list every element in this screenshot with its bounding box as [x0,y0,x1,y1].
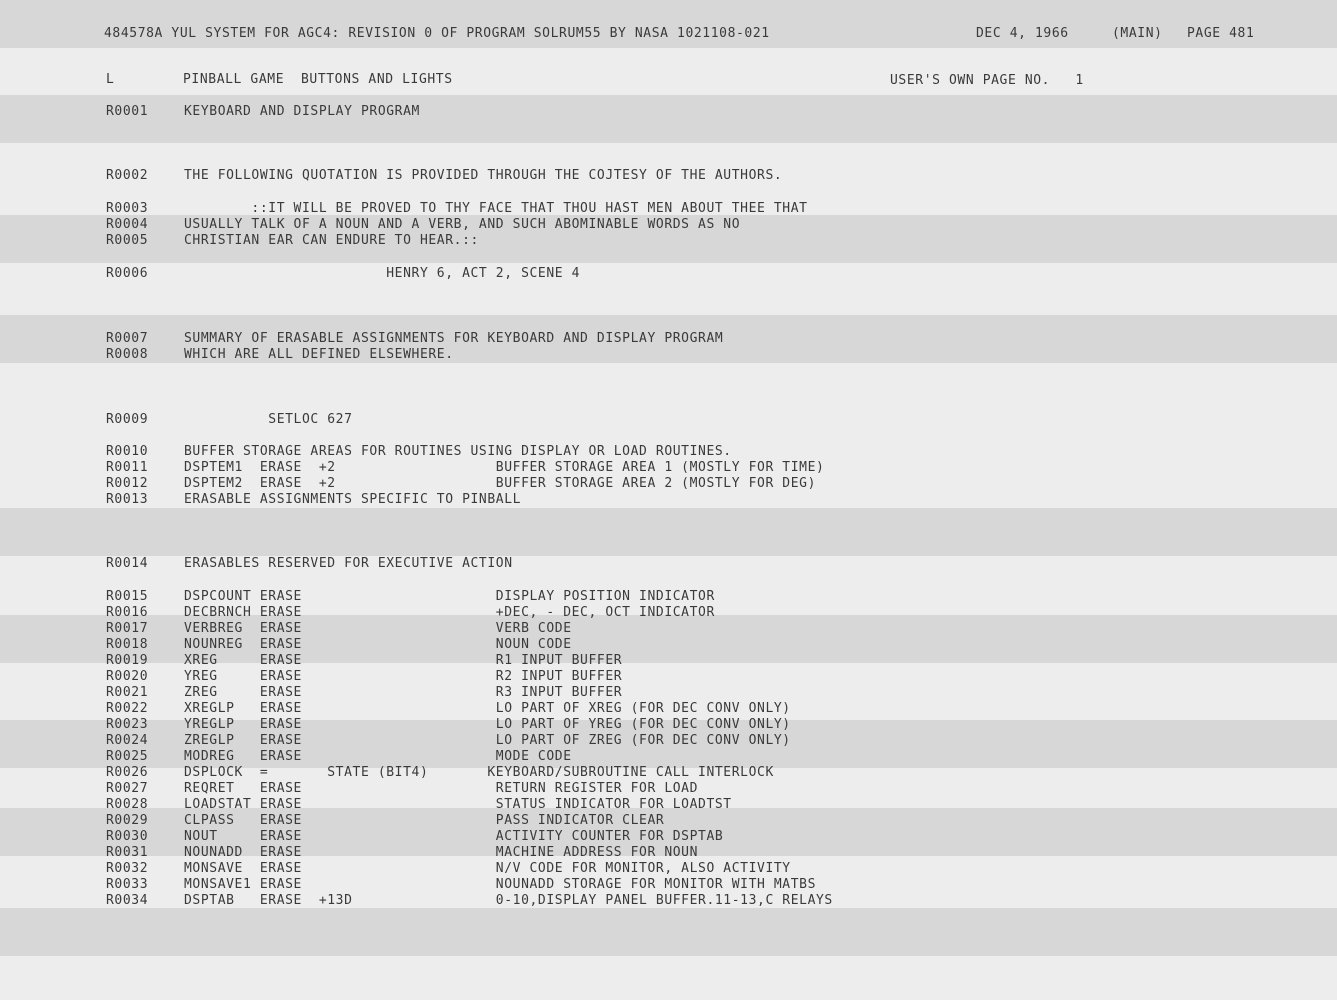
header-section: (MAIN) [1112,26,1163,41]
line-text: MODREG ERASE MODE CODE [184,749,572,764]
paper-band [0,908,1337,956]
line-text: DSPLOCK = STATE (BIT4) KEYBOARD/SUBROUTINE CALL INTERLOCK [184,765,774,780]
line-number: R0010 [106,444,149,459]
line-number: R0029 [106,813,149,828]
line-text: CLPASS ERASE PASS INDICATOR CLEAR [184,813,665,828]
line-text: LOADSTAT ERASE STATUS INDICATOR FOR LOADTST [184,797,732,812]
line-text: DSPTAB ERASE +13D 0-10,DISPLAY PANEL BUFFER.11-13,C RELAYS [184,893,833,908]
line-number: R0002 [106,168,149,183]
subheader-title: PINBALL GAME BUTTONS AND LIGHTS [183,72,453,87]
line-text: HENRY 6, ACT 2, SCENE 4 [184,266,581,281]
line-text: YREGLP ERASE LO PART OF YREG (FOR DEC CONV ONLY) [184,717,791,732]
line-text: ZREGLP ERASE LO PART OF ZREG (FOR DEC CONV ONLY) [184,733,791,748]
line-number: R0032 [106,861,149,876]
paper-band [0,508,1337,556]
line-text: ZREG ERASE R3 INPUT BUFFER [184,685,623,700]
line-number: R0021 [106,685,149,700]
line-number: R0003 [106,201,149,216]
line-text: DSPTEM2 ERASE +2 BUFFER STORAGE AREA 2 (MOSTLY FOR DEG) [184,476,816,491]
line-text: VERBREG ERASE VERB CODE [184,621,572,636]
line-number: R0011 [106,460,149,475]
line-text: NOUT ERASE ACTIVITY COUNTER FOR DSPTAB [184,829,724,844]
line-text: ERASABLE ASSIGNMENTS SPECIFIC TO PINBALL [184,492,522,507]
line-text: USUALLY TALK OF A NOUN AND A VERB, AND SUCH ABOMINABLE WORDS AS NO [184,217,741,232]
line-text: BUFFER STORAGE AREAS FOR ROUTINES USING DISPLAY OR LOAD ROUTINES. [184,444,732,459]
line-text: MONSAVE ERASE N/V CODE FOR MONITOR, ALSO ACTIVITY [184,861,791,876]
line-number: R0019 [106,653,149,668]
line-number: R0022 [106,701,149,716]
line-number: R0028 [106,797,149,812]
line-number: R0017 [106,621,149,636]
line-number: R0020 [106,669,149,684]
subheader-code: L [106,72,115,87]
line-number: R0005 [106,233,149,248]
line-text: ERASABLES RESERVED FOR EXECUTIVE ACTION [184,556,513,571]
line-text: SETLOC 627 [184,412,353,427]
line-number: R0008 [106,347,149,362]
line-number: R0016 [106,605,149,620]
line-text: KEYBOARD AND DISPLAY PROGRAM [184,104,420,119]
line-text: WHICH ARE ALL DEFINED ELSEWHERE. [184,347,454,362]
line-number: R0007 [106,331,149,346]
line-text: XREGLP ERASE LO PART OF XREG (FOR DEC CONV ONLY) [184,701,791,716]
line-number: R0014 [106,556,149,571]
line-text: MONSAVE1 ERASE NOUNADD STORAGE FOR MONITOR WITH MATBS [184,877,816,892]
line-text: NOUNADD ERASE MACHINE ADDRESS FOR NOUN [184,845,699,860]
header-page: PAGE 481 [1187,26,1255,41]
line-number: R0025 [106,749,149,764]
line-number: R0009 [106,412,149,427]
header-title: 484578A YUL SYSTEM FOR AGC4: REVISION 0 OF PROGRAM SOLRUM55 BY NASA 1021108-021 [104,26,770,41]
line-number: R0024 [106,733,149,748]
line-number: R0031 [106,845,149,860]
line-text: CHRISTIAN EAR CAN ENDURE TO HEAR.:: [184,233,479,248]
line-number: R0023 [106,717,149,732]
line-number: R0006 [106,266,149,281]
line-number: R0012 [106,476,149,491]
line-number: R0004 [106,217,149,232]
line-text: REQRET ERASE RETURN REGISTER FOR LOAD [184,781,699,796]
line-number: R0018 [106,637,149,652]
line-number: R0033 [106,877,149,892]
line-text: YREG ERASE R2 INPUT BUFFER [184,669,623,684]
subheader-user-page: USER'S OWN PAGE NO. 1 [890,73,1084,88]
line-number: R0030 [106,829,149,844]
line-number: R0026 [106,765,149,780]
line-text: DECBRNCH ERASE +DEC, - DEC, OCT INDICATOR [184,605,715,620]
line-number: R0034 [106,893,149,908]
line-number: R0001 [106,104,149,119]
line-text: DSPCOUNT ERASE DISPLAY POSITION INDICATOR [184,589,715,604]
line-text: THE FOLLOWING QUOTATION IS PROVIDED THROUGH THE COJTESY OF THE AUTHORS. [184,168,783,183]
line-text: SUMMARY OF ERASABLE ASSIGNMENTS FOR KEYBOARD AND DISPLAY PROGRAM [184,331,724,346]
line-number: R0013 [106,492,149,507]
line-number: R0027 [106,781,149,796]
line-text: DSPTEM1 ERASE +2 BUFFER STORAGE AREA 1 (MOSTLY FOR TIME) [184,460,825,475]
line-text: XREG ERASE R1 INPUT BUFFER [184,653,623,668]
paper-band [0,95,1337,143]
header-date: DEC 4, 1966 [976,26,1069,41]
line-text: ::IT WILL BE PROVED TO THY FACE THAT THOU HAST MEN ABOUT THEE THAT [184,201,808,216]
line-text: NOUNREG ERASE NOUN CODE [184,637,572,652]
line-number: R0015 [106,589,149,604]
